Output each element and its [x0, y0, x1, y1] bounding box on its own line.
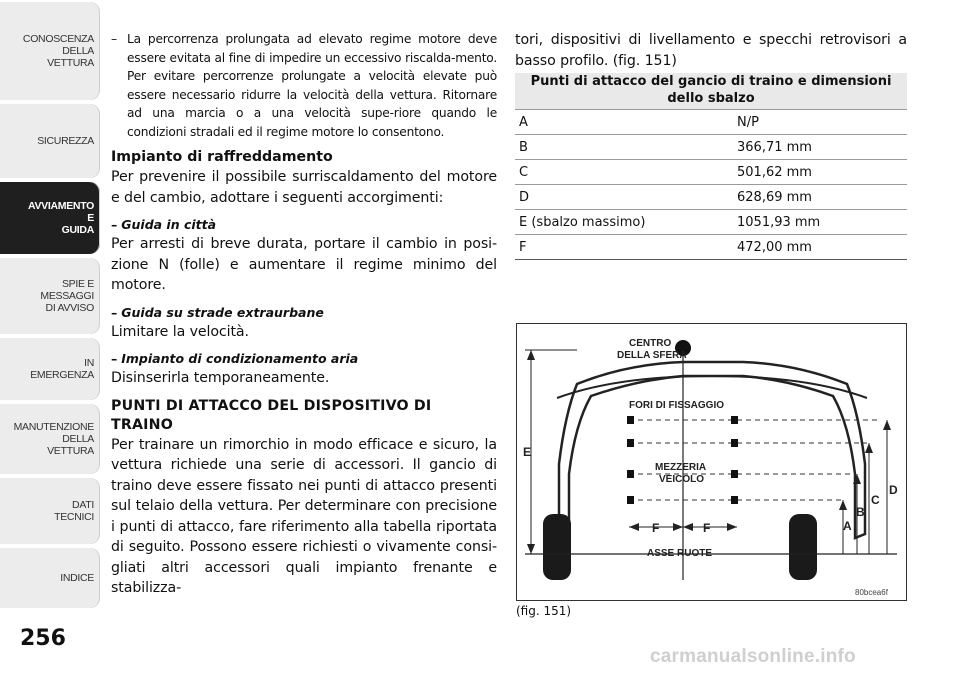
tab-label-line: TECNICI: [54, 511, 94, 523]
row-value: 366,71 mm: [733, 135, 907, 160]
label-asse-ruote: ASSE RUOTE: [647, 548, 713, 559]
tow-hitch-diagram: [517, 324, 906, 600]
figure-caption: (fig. 151): [516, 604, 572, 618]
label-d: D: [889, 483, 898, 497]
tab-label-line: CONOSCENZA: [22, 33, 94, 45]
row-label: C: [515, 160, 733, 185]
row-label: A: [515, 110, 733, 135]
subheading-extraurban-text: Guida su strade extraurbane: [121, 304, 324, 320]
label-e: E: [523, 445, 532, 459]
row-label: B: [515, 135, 733, 160]
tab-label-line: MANUTENZIONE: [13, 421, 94, 433]
table-row: [515, 185, 907, 210]
table-row: [515, 210, 907, 235]
table-row: [515, 160, 907, 185]
row-label: D: [515, 185, 733, 210]
tab-indice[interactable]: [0, 548, 100, 608]
row-value: 628,69 mm: [733, 185, 907, 210]
tab-label-line: DELLA: [62, 45, 94, 57]
tab-label-line: DI AVVISO: [45, 302, 94, 314]
label-mezzeria: MEZZERIA: [655, 462, 707, 473]
table-row: [515, 135, 907, 160]
table-row: [515, 110, 907, 135]
label-fori-di-fissaggio: FORI DI FISSAGGIO: [629, 400, 725, 411]
subheading-extraurban: [111, 304, 497, 322]
label-f-left: F: [652, 521, 660, 535]
dimensions-table: [515, 73, 907, 260]
page-number: 256: [20, 626, 66, 651]
subheading-city-text: Guida in città: [121, 217, 217, 232]
row-value: 1051,93 mm: [733, 210, 907, 235]
left-tyre: [543, 514, 571, 580]
tab-label-line: E: [87, 212, 94, 224]
row-value: 501,62 mm: [733, 160, 907, 185]
tab-label-line: IN: [84, 357, 94, 369]
tab-in-emergenza[interactable]: [0, 338, 100, 400]
tab-label-line: VETTURA: [47, 57, 94, 69]
extraurban-paragraph: Limitare la velocità.: [111, 323, 249, 340]
tab-label-line: INDICE: [60, 572, 94, 584]
label-a: A: [843, 519, 852, 533]
dash-bullet: –: [111, 351, 118, 366]
tab-label-line: SICUREZZA: [37, 135, 94, 147]
tab-manutenzione-della-vettura[interactable]: [0, 404, 100, 474]
vehicle-bumper: [557, 376, 867, 398]
dash-item-text: La percorrenza prolungata ad elevato regime motore deve essere evitata al fine di impedire un eccessivo riscalda-mento. Per evitare percorrenze prolungate a velocità elevate può essere necessario ridurre la velocità della vettura. Ritornare ad una marcia o a una velocità supe-riore quando le condizioni stradali ed il regime motore lo consentono.: [127, 32, 497, 139]
dash-bullet: –: [111, 304, 118, 320]
watermark: carmanualsonline.info: [650, 646, 856, 667]
towing-paragraph: Per trainare un rimorchio in modo efficace e sicuro, la vettura richiede una serie di accessori. Il gancio di traino deve essere fissato nei punti di attacco presenti sul telaio della vettura. Per determinare con precisione i punti di attacco, fare riferimento alla tabella riportata di seguito. Possono essere richiesti o vivamente consi-gliati altri accessori quali impianto frenante e stabilizza-: [111, 436, 497, 596]
row-label: E (sbalzo massimo): [515, 210, 733, 235]
tab-label-line: GUIDA: [61, 224, 94, 236]
figure-code: 80bcea6f: [855, 588, 888, 597]
row-value: 472,00 mm: [733, 235, 907, 260]
row-label: F: [515, 235, 733, 260]
label-veicolo: VEICOLO: [659, 474, 705, 485]
label-centro: CENTRO: [629, 338, 672, 349]
ac-paragraph: Disinserirla temporaneamente.: [111, 370, 330, 386]
tab-label-line: AVVIAMENTO: [27, 200, 94, 212]
section-heading-towing: PUNTI DI ATTACCO DEL DISPOSITIVO DI TRAINO: [111, 397, 432, 433]
right-tyre: [789, 514, 817, 580]
subheading-city: [111, 216, 497, 234]
subheading-ac-text: Impianto di condizionamento aria: [121, 351, 359, 366]
label-c: C: [871, 493, 880, 507]
tab-sicurezza[interactable]: [0, 104, 100, 178]
tab-label-line: MESSAGGI: [40, 290, 94, 302]
dash-bullet: –: [111, 32, 117, 46]
right-column: [515, 30, 907, 260]
tab-spie-e-messaggi[interactable]: [0, 258, 100, 334]
city-paragraph: Per arresti di breve durata, portare il cambio in posi-zione N (folle) e aumentare il regime minimo del motore.: [111, 236, 497, 293]
row-value: N/P: [733, 110, 907, 135]
dash-list-item: [111, 30, 497, 141]
chapter-tabs: [0, 0, 100, 620]
vehicle-body-outline: [559, 362, 865, 538]
left-column: [111, 30, 497, 599]
table-row: [515, 235, 907, 260]
section-heading-cooling: Impianto di raffreddamento: [111, 149, 333, 165]
table-header-row: [515, 73, 907, 110]
tab-label-line: DELLA: [62, 433, 94, 445]
dash-bullet: –: [111, 217, 118, 232]
tab-label-line: SPIE E: [61, 278, 94, 290]
tab-dati-tecnici[interactable]: [0, 478, 100, 544]
tow-hitch-figure: [516, 323, 907, 601]
tab-label-line: VETTURA: [47, 445, 94, 457]
subheading-ac: [111, 350, 497, 368]
tab-conoscenza-della-vettura[interactable]: [0, 2, 100, 100]
label-b: B: [856, 505, 865, 519]
table-header: Punti di attacco del gancio di traino e dimensioni dello sbalzo: [515, 73, 907, 110]
tab-avviamento-e-guida[interactable]: [0, 182, 100, 254]
label-della-sfera: DELLA SFERA: [617, 350, 687, 361]
tab-label-line: EMERGENZA: [30, 369, 94, 381]
tab-label-line: DATI: [72, 499, 94, 511]
label-f-right: F: [703, 521, 711, 535]
mounting-lines: [629, 420, 877, 500]
intro-paragraph: tori, dispositivi di livellamento e specchi retrovisori a basso profilo. (fig. 151): [515, 32, 907, 69]
cooling-paragraph: Per prevenire il possibile surriscaldamento del motore e del cambio, adottare i seguenti accorgimenti:: [111, 169, 497, 206]
